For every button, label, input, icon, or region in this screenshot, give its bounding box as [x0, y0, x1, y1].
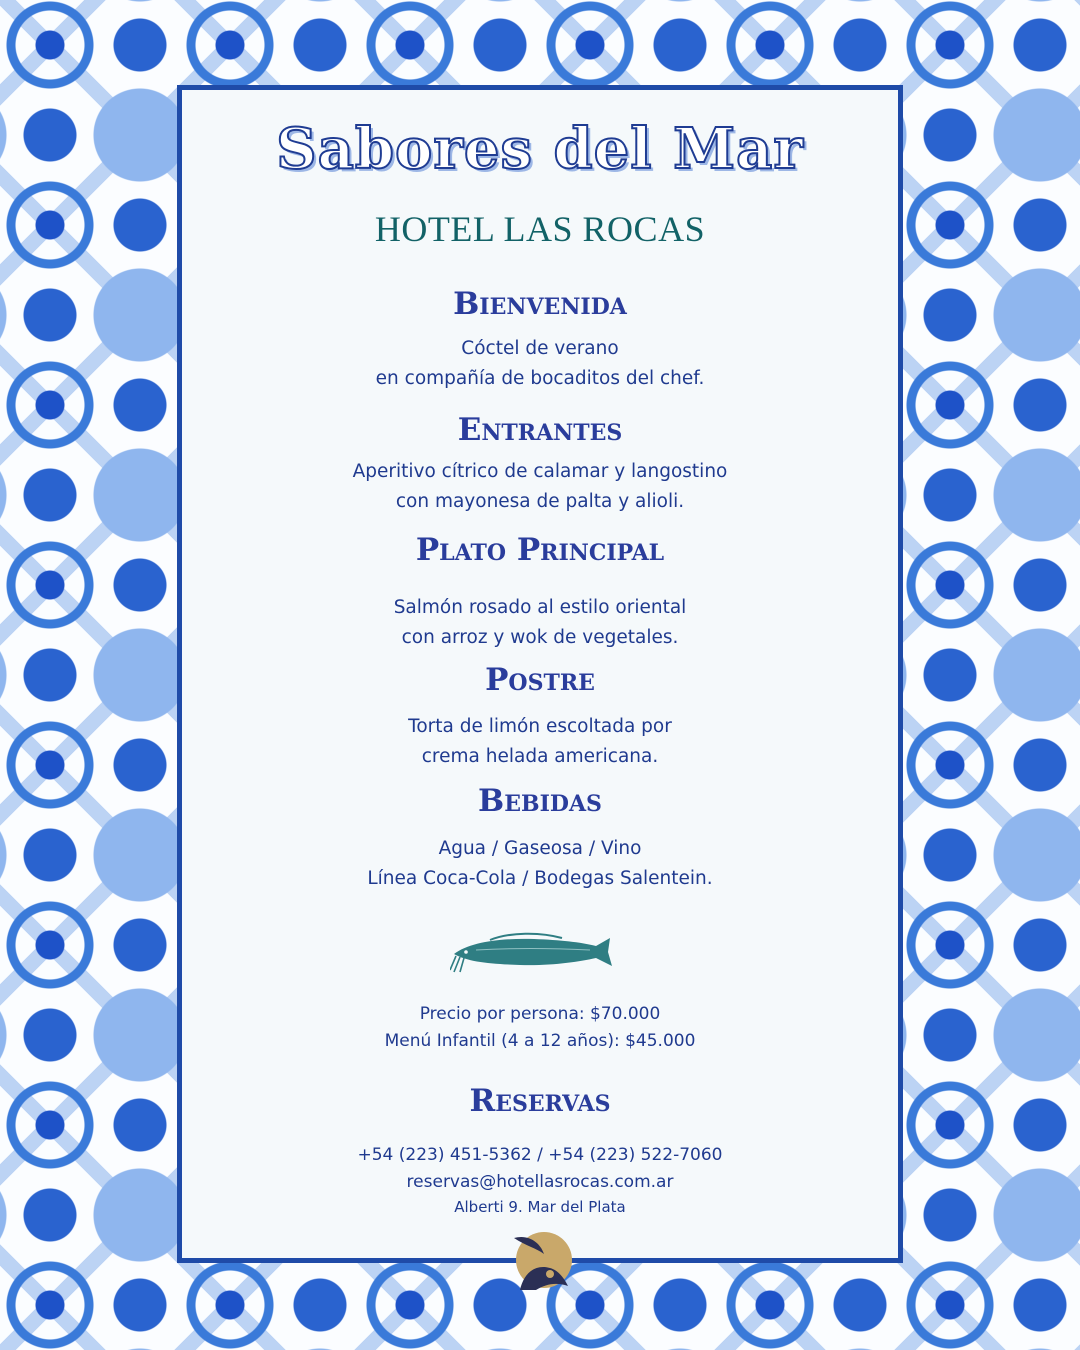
menu-title: Sabores del Mar — [276, 116, 804, 182]
section-line: Cóctel de verano — [461, 338, 619, 359]
price-kids-menu: Menú Infantil (4 a 12 años): $45.000 — [384, 1031, 696, 1051]
section-line: con arroz y wok de vegetales. — [401, 627, 679, 648]
menu-card — [177, 85, 903, 1263]
hotel-name: HOTEL LAS ROCAS — [374, 209, 706, 249]
section-heading-bienvenida: Bienvenida — [453, 286, 627, 322]
section-line: Salmón rosado al estilo oriental — [393, 597, 687, 618]
section-line: crema helada americana. — [421, 746, 659, 767]
section-line: Agua / Gaseosa / Vino — [438, 838, 642, 859]
section-line: Línea Coca-Cola / Bodegas Salentein. — [367, 868, 713, 889]
section-heading-plato-principal: Plato Principal — [415, 532, 665, 568]
reservation-email: reservas@hotellasrocas.com.ar — [406, 1172, 674, 1192]
section-heading-entrantes: Entrantes — [457, 412, 623, 448]
section-line: con mayonesa de palta y alioli. — [395, 491, 685, 512]
section-heading-postre: Postre — [485, 662, 595, 698]
hotel-logo-icon — [506, 1228, 576, 1298]
section-line: Torta de limón escoltada por — [408, 716, 672, 737]
section-heading-bebidas: Bebidas — [478, 783, 602, 819]
section-line: en compañía de bocaditos del chef. — [375, 368, 705, 389]
section-line: Aperitivo cítrico de calamar y langostino — [352, 461, 728, 482]
section-heading-reservas: Reservas — [469, 1083, 611, 1119]
hotel-address: Alberti 9. Mar del Plata — [454, 1198, 626, 1216]
price-per-person: Precio por persona: $70.000 — [419, 1004, 661, 1024]
fish-icon — [450, 930, 614, 974]
reservation-phones: +54 (223) 451-5362 / +54 (223) 522-7060 — [357, 1145, 723, 1165]
